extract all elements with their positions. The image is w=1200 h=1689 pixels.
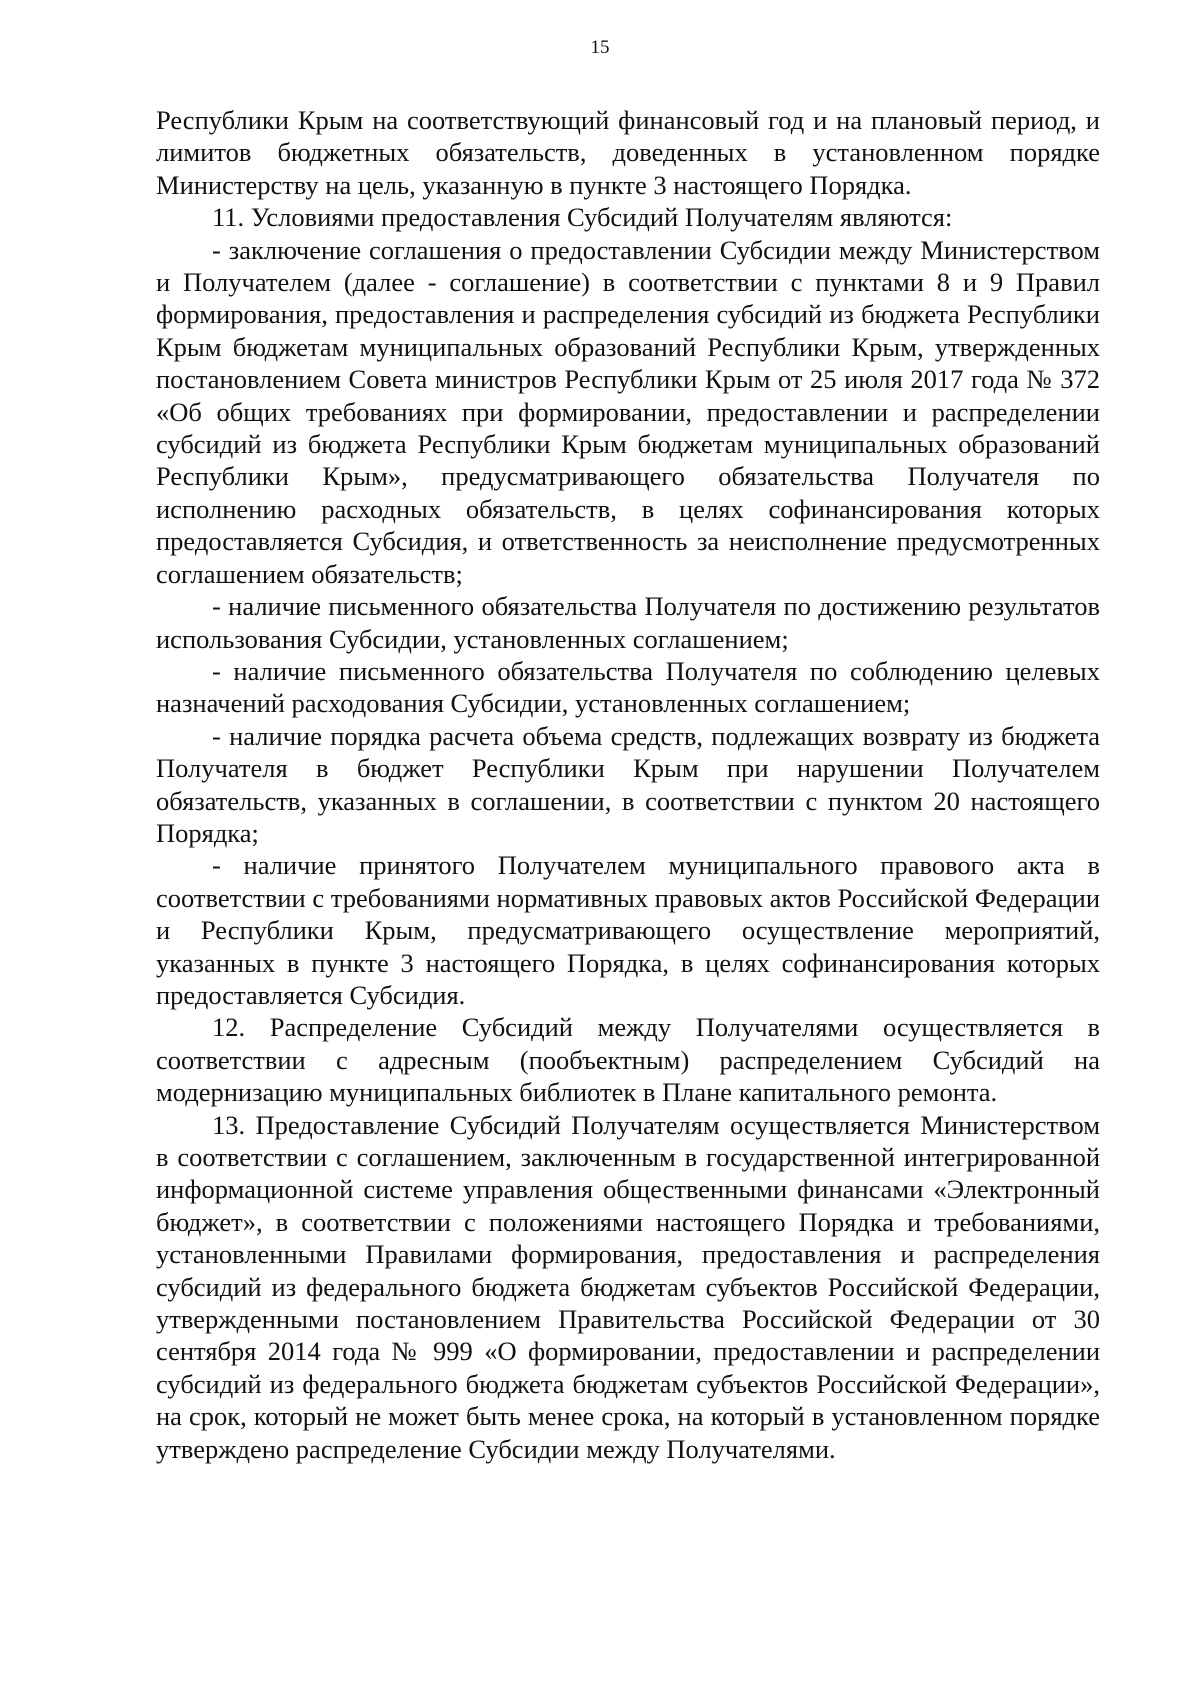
page-number: 15	[590, 37, 610, 58]
paragraph: 12. Распределение Субсидий между Получателями осуществляется в соответствии с адресным (пообъектным) распределением Субсидий на модернизацию муниципальных библиотек в Плане капитального ремонта.	[156, 1012, 1100, 1108]
paragraph: Республики Крым на соответствующий финансовый год и на плановый период, и лимитов бюджетных обязательств, доведенных в установленном порядке Министерству на цель, указанную в пункте 3 настоящего Порядка.	[156, 105, 1100, 200]
paragraph: - наличие принятого Получателем муниципального правового акта в соответствии с требованиями нормативных правовых актов Российской Федерации и Республики Крым, предусматривающего осуществление мероприятий, указанных в пункте 3 настоящего Порядка, в целях софинансирования которых предоставляется Субсидия.	[156, 850, 1100, 1010]
document-body	[156, 104, 1100, 1465]
paragraph: - наличие письменного обязательства Получателя по соблюдению целевых назначений расходования Субсидии, установленных соглашением;	[156, 655, 1100, 719]
paragraph: - наличие письменного обязательства Получателя по достижению результатов использования Субсидии, установленных соглашением;	[156, 591, 1100, 654]
paragraph: - наличие порядка расчета объема средств, подлежащих возврату из бюджета Получателя в бюджет Республики Крым при нарушении Получателем обязательств, указанных в соглашении, в соответствии с пунктом 20 настоящего Порядка;	[156, 720, 1100, 848]
paragraph: - заключение соглашения о предоставлении Субсидии между Министерством и Получателем (далее - соглашение) в соответствии с пунктами 8 и 9 Правил формирования, предоставления и распределения субсидий из бюджета Республики Крым бюджетам муниципальных образований Республики Крым, утвержденных постановлением Совета министров Республики Крым от 25 июля 2017 года № 372 «Об общих требованиях при формировании, предоставлении и распределении субсидий из бюджета Республики Крым бюджетам муниципальных образований Республики Крым», предусматривающего обязательства Получателя по исполнению расходных обязательств, в целях софинансирования которых предоставляется Субсидия, и ответственность за неисполнение предусмотренных соглашением обязательств;	[156, 234, 1100, 589]
paragraph: 13. Предоставление Субсидий Получателям осуществляется Министерством в соответствии с соглашением, заключенным в государственной интегрированной информационной системе управления общественными финансами «Электронный бюджет», в соответствии с положениями настоящего Порядка и требованиями, установленными Правилами формирования, предоставления и распределения субсидий из федерального бюджета бюджетам субъектов Российской Федерации, утвержденными постановлением Правительства Российской Федерации от 30 сентября 2014 года № 999 «О формировании, предоставлении и распределении субсидий из федерального бюджета бюджетам субъектов Российской Федерации», на срок, который не может быть менее срока, на который в установленном порядке утверждено распределение Субсидии между Получателями.	[156, 1109, 1100, 1464]
paragraph: 11. Условиями предоставления Субсидий Получателям являются:	[212, 202, 953, 233]
